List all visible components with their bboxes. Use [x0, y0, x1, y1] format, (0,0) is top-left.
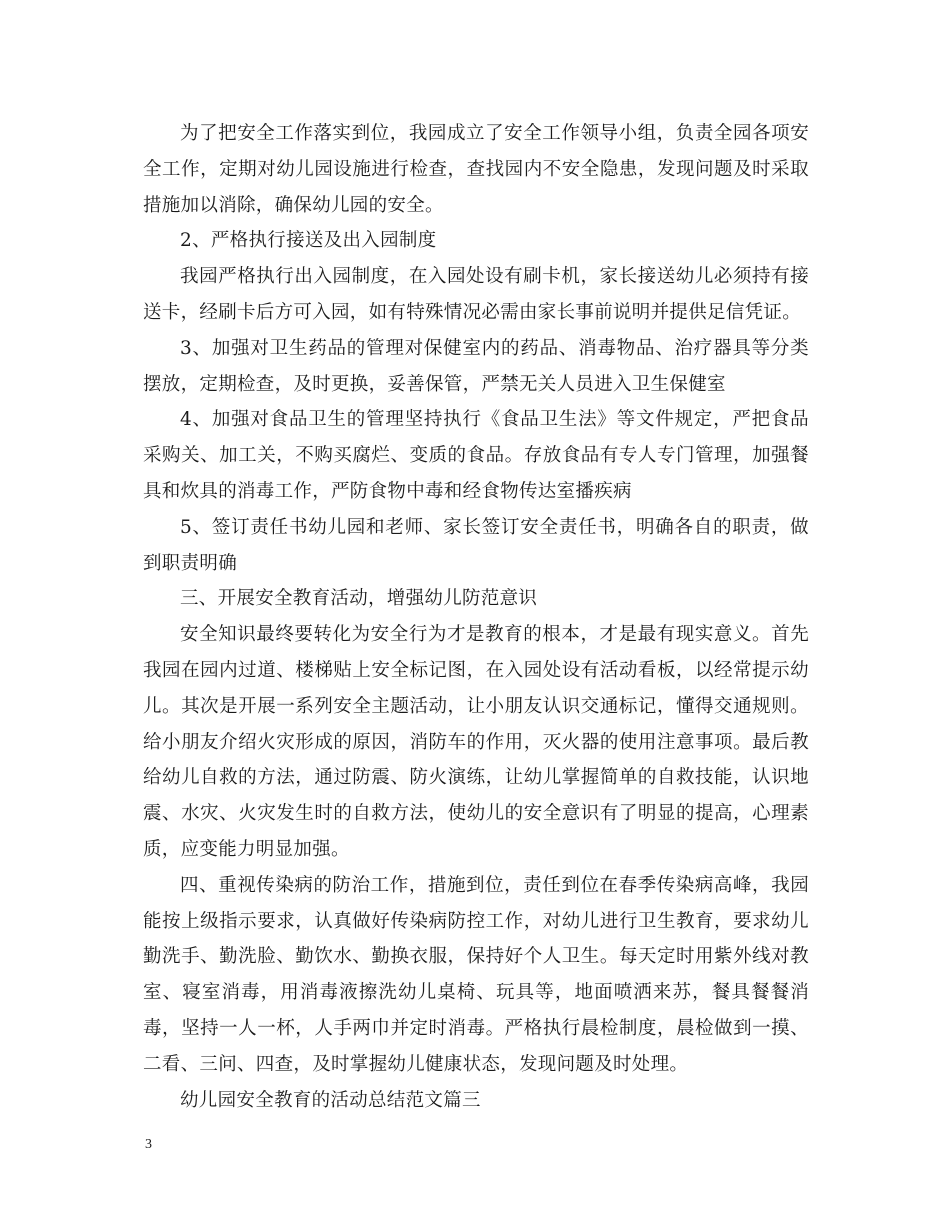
heading-pickup-entry-rules: 2、严格执行接送及出入园制度	[180, 230, 437, 252]
paragraph-safety-knowledge: 安全知识最终要转化为安全行为才是教育的根本，才是最有现实意义。首先我园在园内过道、楼梯贴上安全标记图，在入园处设有活动看板，以经常提示幼儿。其次是开展一系列安全主题活动，让小朋友认识交通标记，懂得交通规则。给小朋友介绍火灾形成的原因，消防车的作用，灭火器的使用注意事项。最后教给幼儿自救的方法，通过防震、防火演练，让幼儿掌握简单的自救技能，认识地震、水灾、火灾发生时的自救方法，使幼儿的安全意识有了明显的提高，心理素质，应变能力明显加强。	[143, 624, 809, 860]
document-body	[143, 116, 809, 1118]
heading-safety-education: 三、开展安全教育活动，增强幼儿防范意识	[180, 588, 538, 610]
paragraph-disease-prevention: 四、重视传染病的防治工作，措施到位，责任到位在春季传染病高峰，我园能按上级指示要求，认真做好传染病防控工作，对幼儿进行卫生教育，要求幼儿勤洗手、勤洗脸、勤饮水、勤换衣服，保持好个人卫生。每天定时用紫外线对教室、寝室消毒，用消毒液擦洗幼儿桌椅、玩具等，地面喷洒来苏，餐具餐餐消毒，坚持一人一杯，人手两巾并定时消毒。严格执行晨检制度，晨检做到一摸、二看、三问、四查，及时掌握幼儿健康状态，发现问题及时处理。	[143, 874, 809, 1075]
section-title-part-three: 幼儿园安全教育的活动总结范文篇三	[180, 1089, 481, 1111]
paragraph-safety-leadership: 为了把安全工作落实到位，我园成立了安全工作领导小组，负责全园各项安全工作，定期对幼儿园设施进行检查，查找园内不安全隐患，发现问题及时采取措施加以消除，确保幼儿园的安全。	[143, 123, 809, 216]
paragraph-food-hygiene: 4、加强对食品卫生的管理坚持执行《食品卫生法》等文件规定，严把食品采购关、加工关，不购买腐烂、变质的食品。存放食品有专人专门管理，加强餐具和炊具的消毒工作，严防食物中毒和经食物传达室播疾病	[143, 409, 809, 502]
page-number: 3	[145, 1137, 152, 1152]
paragraph-responsibility-agreement: 5、签订责任书幼儿园和老师、家长签订安全责任书，明确各自的职责，做到职责明确	[143, 516, 809, 574]
paragraph-medicine-management: 3、加强对卫生药品的管理对保健室内的药品、消毒物品、治疗器具等分类摆放，定期检查，及时更换，妥善保管，严禁无关人员进入卫生保健室	[143, 337, 809, 395]
paragraph-entry-system: 我园严格执行出入园制度，在入园处设有刷卡机，家长接送幼儿必须持有接送卡，经刷卡后方可入园，如有特殊情况必需由家长事前说明并提供足信凭证。	[143, 266, 809, 323]
